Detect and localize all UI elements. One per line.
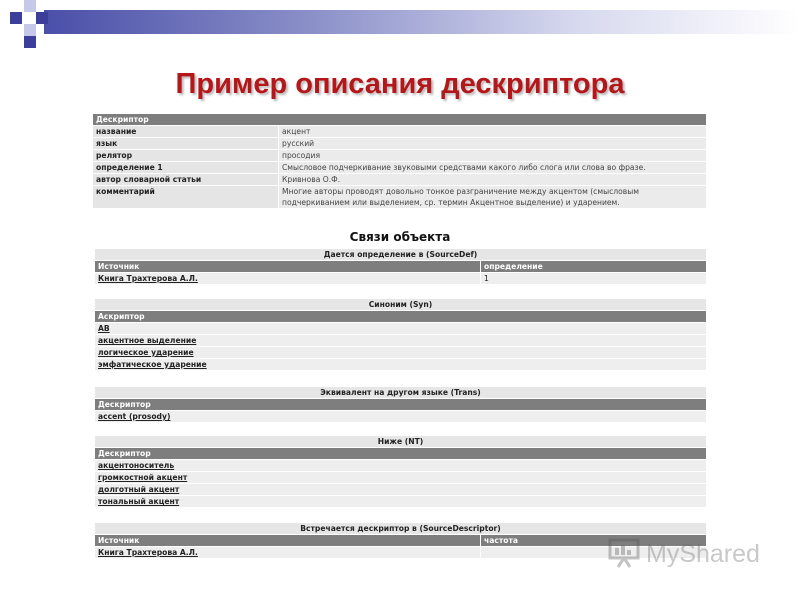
column-header: Источник bbox=[98, 262, 140, 271]
term-link[interactable]: акцентоноситель bbox=[98, 461, 175, 470]
table-cell: 1 bbox=[480, 273, 706, 284]
section-caption: Встречается дескриптор в (SourceDescriptor) bbox=[95, 523, 706, 534]
section-trans bbox=[95, 387, 706, 423]
section-caption: Дается определение в (SourceDef) bbox=[95, 249, 706, 260]
source-link[interactable]: Книга Трахтерова А.Л. bbox=[98, 274, 198, 283]
slide-title: Пример описания дескриптора bbox=[175, 68, 625, 100]
deco-square bbox=[24, 0, 36, 12]
term-link[interactable]: логическое ударение bbox=[98, 348, 194, 357]
field-value: русский bbox=[279, 138, 706, 149]
deco-square bbox=[36, 12, 48, 24]
section-nt bbox=[95, 436, 706, 508]
field-value: Многие авторы проводят довольно тонкое разграничение между акцентом (смысловым подчеркиванием или выделением, ср. термин Акцентное выделение) и ударением. bbox=[279, 186, 706, 208]
source-link[interactable]: Книга Трахтерова А.Л. bbox=[98, 548, 198, 557]
field-value: Кривнова О.Ф. bbox=[279, 174, 706, 185]
list-item bbox=[95, 411, 706, 422]
list-item bbox=[95, 359, 706, 370]
table-row bbox=[93, 150, 706, 161]
term-link[interactable]: эмфатическое ударение bbox=[98, 360, 207, 369]
section-caption: Ниже (NT) bbox=[95, 436, 706, 447]
section-sourcedef bbox=[95, 249, 706, 285]
table-row bbox=[93, 186, 706, 208]
table-row bbox=[93, 138, 706, 149]
table-row bbox=[93, 126, 706, 137]
descriptor-header: Дескриптор bbox=[93, 114, 706, 125]
column-header: Аскриптор bbox=[98, 312, 145, 321]
section-syn bbox=[95, 299, 706, 371]
deco-square bbox=[24, 36, 36, 48]
watermark-text: MyShared bbox=[646, 540, 760, 568]
field-label: релятор bbox=[93, 150, 278, 161]
links-title: Связи объекта bbox=[349, 230, 451, 244]
table-header bbox=[95, 261, 706, 272]
term-link[interactable]: акцентное выделение bbox=[98, 336, 197, 345]
list-item bbox=[95, 460, 706, 471]
table-header bbox=[95, 399, 706, 410]
field-label: определение 1 bbox=[93, 162, 278, 173]
presentation-icon bbox=[608, 538, 640, 568]
term-link[interactable]: долготный акцент bbox=[98, 485, 180, 494]
list-item bbox=[95, 472, 706, 483]
table-header bbox=[95, 311, 706, 322]
field-label: комментарий bbox=[93, 186, 278, 208]
section-caption: Синоним (Syn) bbox=[95, 299, 706, 310]
list-item bbox=[95, 323, 706, 334]
table-row bbox=[93, 174, 706, 185]
field-value: акцент bbox=[279, 126, 706, 137]
field-label: язык bbox=[93, 138, 278, 149]
list-item bbox=[95, 484, 706, 495]
table-row bbox=[95, 273, 706, 284]
watermark bbox=[608, 538, 768, 572]
gradient-stripe bbox=[44, 10, 800, 34]
list-item bbox=[95, 347, 706, 358]
field-label: автор словарной статьи bbox=[93, 174, 278, 185]
deco-square bbox=[24, 24, 36, 36]
list-item bbox=[95, 335, 706, 346]
slide-top-bar bbox=[0, 0, 800, 48]
field-value: просодия bbox=[279, 150, 706, 161]
list-item bbox=[95, 496, 706, 507]
section-caption: Эквивалент на другом языке (Trans) bbox=[95, 387, 706, 398]
column-header: определение bbox=[480, 261, 706, 272]
column-header: частота bbox=[480, 535, 706, 546]
descriptor-table bbox=[93, 114, 706, 209]
term-link[interactable]: accent (prosody) bbox=[98, 412, 171, 421]
column-header: Дескриптор bbox=[98, 400, 151, 409]
term-link[interactable]: тональный акцент bbox=[98, 497, 180, 506]
field-value: Смысловое подчеркивание звуковыми средствами какого либо слога или слова во фразе. bbox=[279, 162, 706, 173]
term-link[interactable]: громкостной акцент bbox=[98, 473, 188, 482]
field-label: название bbox=[93, 126, 278, 137]
term-link[interactable]: АВ bbox=[98, 324, 110, 333]
column-header: Источник bbox=[98, 536, 140, 545]
table-row bbox=[93, 162, 706, 173]
deco-square bbox=[10, 12, 22, 24]
column-header: Дескриптор bbox=[98, 449, 151, 458]
table-header bbox=[95, 448, 706, 459]
